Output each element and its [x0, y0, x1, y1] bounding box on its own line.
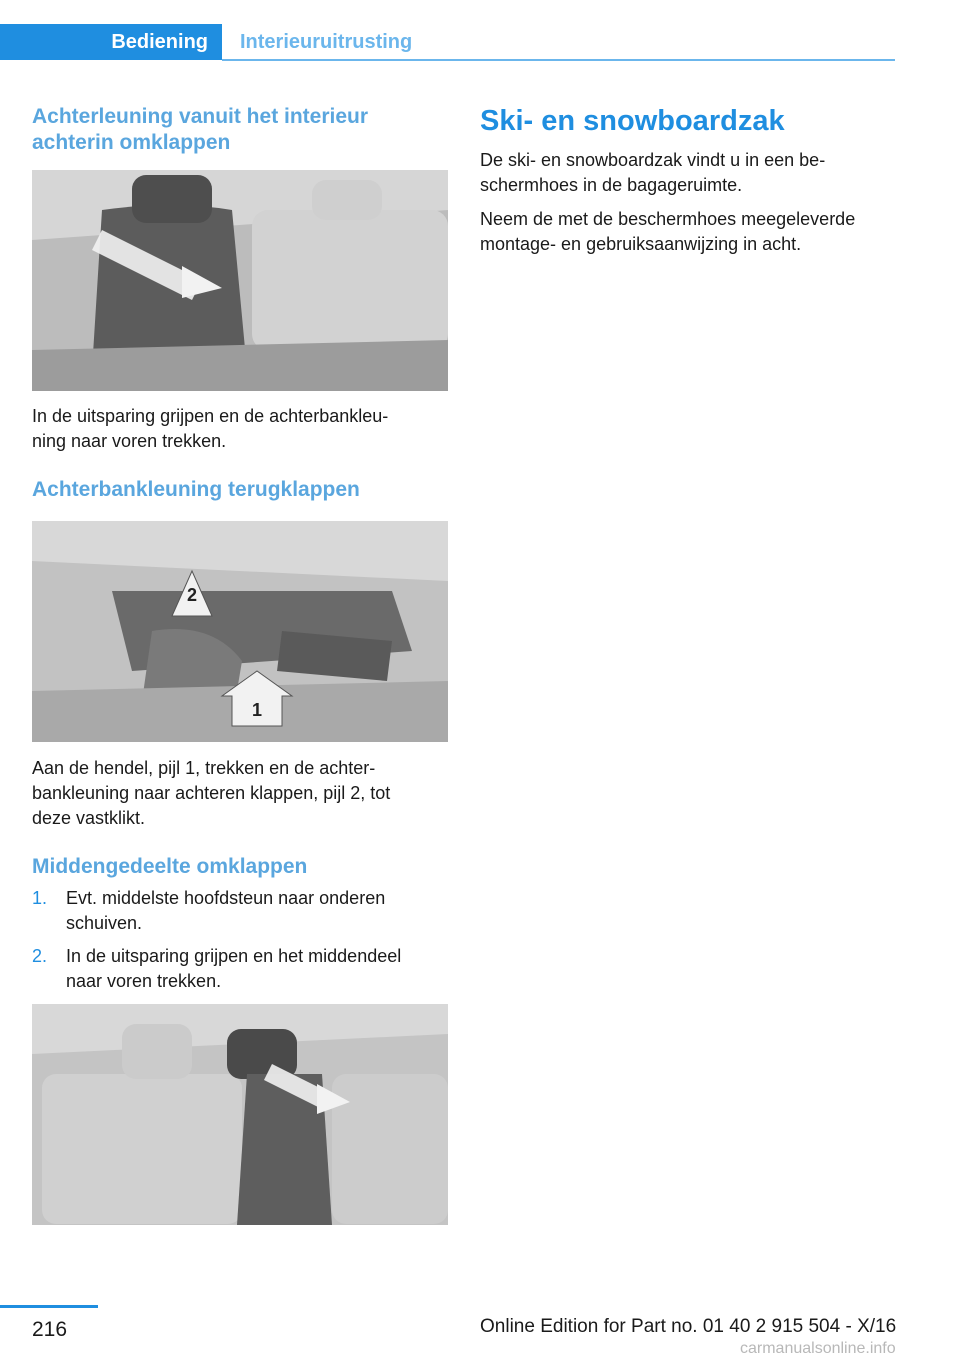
right-column: [480, 104, 896, 257]
section-title-achterleuning-omklappen: Achterleuning vanuit het interieur achterin omklappen: [32, 105, 369, 154]
ski-para-1: De ski- en snowboardzak vindt u in een be‐ schermhoes in de bagageruimte.: [480, 150, 826, 195]
header-rule: [222, 59, 895, 61]
watermark: carmanualsonline.info: [740, 1340, 896, 1357]
section-title-middengedeelte: Middengedeelte omklappen: [32, 855, 308, 878]
page-number: 216: [32, 1318, 68, 1341]
section1-text: In de uitsparing grijpen en de achterbankleu‐ ning naar voren trekken.: [32, 406, 389, 451]
list-item: 1. Evt. middelste hoofdsteun naar onderen schuiven.: [32, 888, 386, 933]
figure-seatback-fold: [32, 170, 448, 391]
left-column: [32, 104, 448, 1225]
page-header: [0, 24, 895, 62]
arrow-2-label: 2: [186, 585, 198, 605]
ski-para-2: Neem de met de beschermhoes meegeleverde montage- en gebruiksaanwijzing in acht.: [480, 209, 856, 254]
section-title-terugklappen: Achterbankleuning terugklappen: [32, 478, 360, 501]
footer-rule: [0, 1305, 98, 1308]
section-title-ski-snowboardzak: Ski- en snowboardzak: [480, 105, 785, 137]
tab-interieuruitrusting[interactable]: Interieuruitrusting: [240, 31, 413, 53]
step-number: 1.: [32, 888, 48, 908]
figure-middle-section: [32, 1004, 448, 1225]
list-item: 2. In de uitsparing grijpen en het middendeel naar voren trekken.: [32, 946, 402, 991]
steps-list: [32, 886, 448, 994]
tab-bediening[interactable]: Bediening: [0, 24, 222, 60]
arrow-1-label: 1: [251, 700, 263, 720]
edition-info: Online Edition for Part no. 01 40 2 915 504 - X/16: [480, 1316, 897, 1337]
step-number: 2.: [32, 946, 48, 966]
section2-text: Aan de hendel, pijl 1, trekken en de achter‐ bankleuning naar achteren klappen, pijl 2, tot deze vastklikt.: [32, 758, 391, 828]
figure-seatback-return: [32, 521, 448, 742]
